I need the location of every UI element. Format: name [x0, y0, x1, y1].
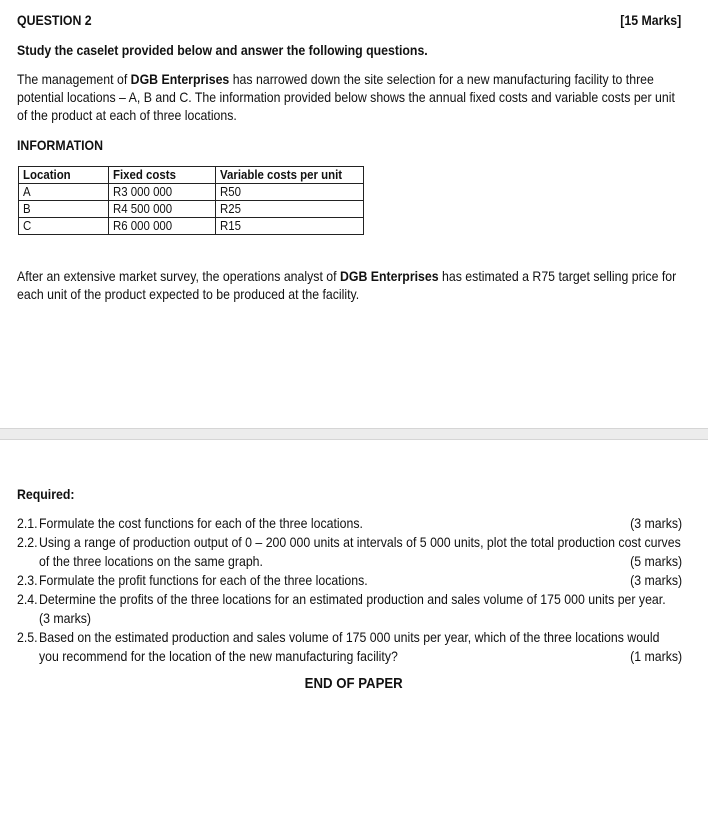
table-row	[19, 218, 364, 235]
table-cell: R3 000 000	[109, 184, 216, 201]
question-marks: (3 marks)	[629, 572, 682, 588]
survey-line1-pre: After an extensive market survey, the operations analyst of	[17, 268, 341, 284]
table-header-row	[19, 167, 364, 184]
question-marks: (3 marks)	[629, 515, 682, 531]
intro-line1-pre: The management of	[17, 71, 131, 87]
question-text: you recommend for the location of the new manufacturing facility?	[39, 648, 398, 664]
question-text: Based on the estimated production and sales volume of 175 000 units per year, which of the three locations would	[39, 629, 660, 645]
required-heading: Required:	[17, 486, 75, 502]
question-marks: (3 marks)	[39, 610, 92, 626]
question-item-2-5	[17, 628, 682, 666]
question-item-2-2	[17, 533, 682, 571]
question-number: 2.2.	[17, 534, 38, 550]
intro-line1-post: has narrowed down the site selection for a new manufacturing facility to three	[229, 71, 654, 87]
question-text: Formulate the cost functions for each of the three locations.	[39, 515, 363, 531]
end-of-paper: END OF PAPER	[304, 675, 404, 692]
survey-line1-post: has estimated a R75 target selling price for	[438, 268, 677, 284]
question-item-2-3	[17, 571, 682, 590]
question-title: QUESTION 2	[17, 12, 92, 28]
survey-line2: each unit of the product expected to be produced at the facility.	[17, 286, 360, 302]
intro-line2: potential locations – A, B and C. The information provided below shows the annual fixed costs and variable costs per unit	[17, 89, 675, 105]
table-cell: B	[19, 201, 109, 218]
survey-paragraph	[17, 267, 708, 303]
question-text: Using a range of production output of 0 – 200 000 units at intervals of 5 000 units, plot the total production cost curves	[39, 534, 681, 550]
intro-paragraph	[17, 70, 708, 124]
page-break	[0, 428, 708, 440]
table-cell: R6 000 000	[109, 218, 216, 235]
table-cell: C	[19, 218, 109, 235]
question-number: 2.1.	[17, 515, 38, 531]
question-number: 2.4.	[17, 591, 38, 607]
company-name: DGB Enterprises	[130, 71, 230, 87]
table-cell: R4 500 000	[109, 201, 216, 218]
instruction: Study the caselet provided below and answer the following questions.	[17, 42, 428, 58]
table-cell: R25	[216, 201, 364, 218]
intro-line3: of the product at each of three locations.	[17, 107, 237, 123]
locations-table	[18, 166, 364, 235]
table-cell: R15	[216, 218, 364, 235]
company-name: DGB Enterprises	[340, 268, 439, 284]
question-number: 2.5.	[17, 629, 38, 645]
question-marks: [15 Marks]	[620, 12, 681, 28]
table-row	[19, 201, 364, 218]
question-item-2-4	[17, 590, 682, 628]
table-row	[19, 184, 364, 201]
question-text: of the three locations on the same graph.	[39, 553, 263, 569]
questions-list	[17, 514, 682, 666]
table-cell: R50	[216, 184, 364, 201]
question-text: Determine the profits of the three locations for an estimated production and sales volume of 175 000 units per year.	[39, 591, 666, 607]
question-number: 2.3.	[17, 572, 38, 588]
table-header: Location	[19, 167, 109, 184]
table-header: Fixed costs	[109, 167, 216, 184]
question-item-2-1	[17, 514, 682, 533]
table-cell: A	[19, 184, 109, 201]
question-text: Formulate the profit functions for each of the three locations.	[39, 572, 368, 588]
table-header: Variable costs per unit	[216, 167, 364, 184]
question-marks: (5 marks)	[629, 553, 682, 569]
information-heading: INFORMATION	[17, 137, 104, 153]
question-marks: (1 marks)	[629, 648, 682, 664]
